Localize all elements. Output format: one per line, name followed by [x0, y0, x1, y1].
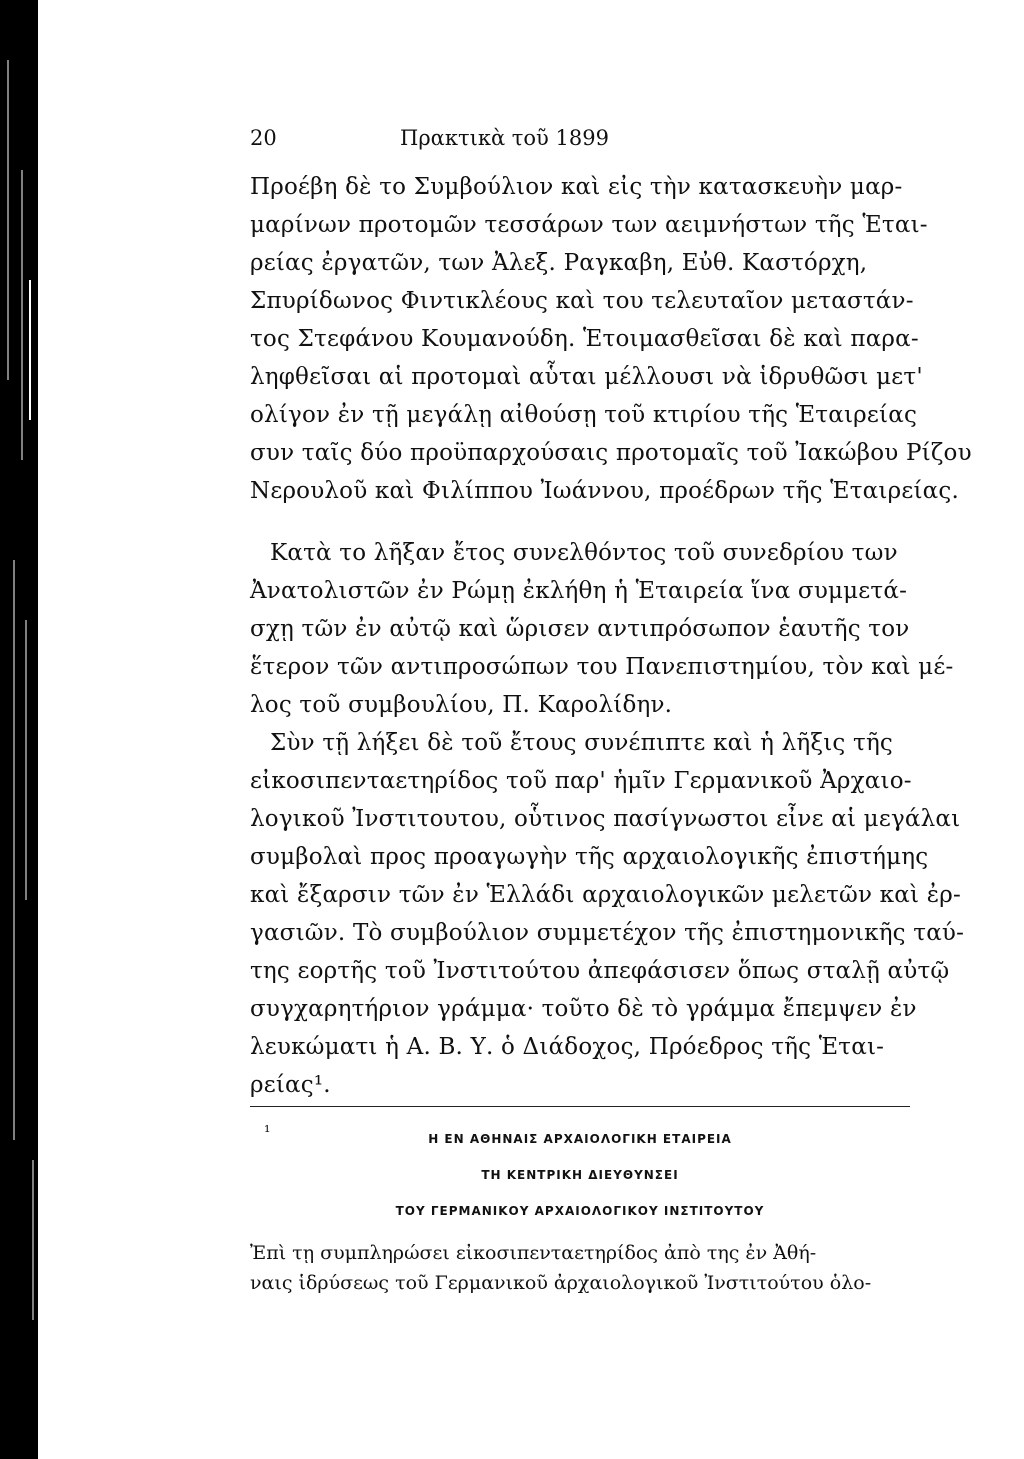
body-line: καὶ ἔξαρσιν τῶν ἐν Ἑλλάδι αρχαιολογικῶν μελετῶν καὶ ἐρ-: [250, 882, 961, 908]
body-line: της εορτῆς τοῦ Ἰνστιτούτου ἀπεφάσισεν ὅπως σταλῇ αὐτῷ: [250, 958, 950, 984]
body-line: ἕτερον τῶν αντιπροσώπων του Πανεπιστημίου, τὸν καὶ μέ-: [250, 654, 954, 680]
body-line: εἰκοσιπενταετηρίδος τοῦ παρ' ἡμῖν Γερμανικοῦ Ἀρχαιο-: [250, 768, 912, 794]
footnote-text-line: Ἐπὶ τῃ συμπληρώσει εἰκοσιπενταετηρίδος ἀπὸ της ἐν Ἀθή-: [250, 1242, 817, 1264]
body-line: ρείας¹.: [250, 1072, 331, 1098]
paragraph-start-line: Κατὰ το λῆξαν ἔτος συνελθόντος τοῦ συνεδρίου των: [270, 540, 898, 566]
body-line: ολίγον ἐν τῇ μεγάλῃ αἰθούσῃ τοῦ κτιρίου τῆς Ἑταιρείας: [250, 402, 918, 428]
body-line: Ἀνατολιστῶν ἐν Ρώμῃ ἐκλήθη ἡ Ἑταιρεία ἵνα συμμετά-: [250, 578, 908, 604]
body-line: Σπυρίδωνος Φιντικλέους καὶ του τελευταῖον μεταστάν-: [250, 288, 914, 314]
body-line: γασιῶν. Τὸ συμβούλιον συμμετέχον τῆς ἐπιστημονικῆς ταύ-: [250, 920, 965, 946]
footnote-heading-line: ΤΟΥ ΓΕΡΜΑΝΙΚΟΥ ΑΡΧΑΙΟΛΟΓΙΚΟΥ ΙΝΣΤΙΤΟΥΤΟΥ: [395, 1204, 765, 1218]
body-line: λογικοῦ Ἰνστιτουτου, οὗτινος πασίγνωστοι εἶνε αἱ μεγάλαι: [250, 806, 961, 832]
document-page: [38, 0, 1024, 1459]
body-line: ρείας ἐργατῶν, των Ἀλεξ. Ραγκαβη, Εὐθ. Καστόρχη,: [250, 250, 868, 276]
running-head: Πρακτικὰ τοῦ 1899: [400, 126, 609, 150]
body-line: ληφθεῖσαι αἱ προτομαὶ αὗται μέλλουσι νὰ ἱδρυθῶσι μετ': [250, 364, 923, 390]
footnote-heading-line: ΤΗ ΚΕΝΤΡΙΚΗ ΔΙΕΥΘΥΝΣΕΙ: [481, 1168, 679, 1182]
body-line: συν ταῖς δύο προϋπαρχούσαις προτομαῖς τοῦ Ἰακώβου Ρίζου: [250, 440, 972, 466]
body-line: συγχαρητήριον γράμμα· τοῦτο δὲ τὸ γράμμα ἔπεμψεν ἐν: [250, 996, 917, 1022]
page-number: 20: [250, 126, 277, 150]
footnote-divider: [250, 1106, 910, 1107]
body-line: τος Στεφάνου Κουμανούδη. Ἑτοιμασθεῖσαι δὲ καὶ παρα-: [250, 326, 919, 352]
body-line: λος τοῦ συμβουλίου, Π. Καρολίδην.: [250, 692, 673, 718]
footnote-text-line: ναις ἱδρύσεως τοῦ Γερμανικοῦ ἀρχαιολογικοῦ Ἰνστιτούτου ὁλο-: [250, 1272, 872, 1294]
body-line: μαρίνων προτομῶν τεσσάρων των αειμνήστων τῆς Ἑται-: [250, 212, 928, 238]
body-line: Νερουλοῦ καὶ Φιλίππου Ἰωάννου, προέδρων τῆς Ἑταιρείας.: [250, 478, 959, 504]
footnote-heading-line: Η ΕΝ ΑΘΗΝΑΙΣ ΑΡΧΑΙΟΛΟΓΙΚΗ ΕΤΑΙΡΕΙΑ: [428, 1132, 732, 1146]
body-line: σχῃ τῶν ἐν αὐτῷ καὶ ὥρισεν αντιπρόσωπον ἑαυτῆς τον: [250, 616, 910, 642]
paragraph-start-line: Σὺν τῇ λήξει δὲ τοῦ ἔτους συνέπιπτε καὶ ἡ λῆξις τῆς: [270, 730, 894, 756]
page-header: [250, 126, 910, 156]
body-line: συμβολαὶ προς προαγωγὴν τῆς αρχαιολογικῆς ἐπιστήμης: [250, 844, 929, 870]
body-line: λευκώματι ἡ Α. Β. Υ. ὁ Διάδοχος, Πρόεδρος τῆς Ἑται-: [250, 1034, 885, 1060]
footnote-marker: ¹: [264, 1122, 271, 1141]
body-line: Προέβη δὲ το Συμβούλιον καὶ εἰς τὴν κατασκευὴν μαρ-: [250, 174, 903, 200]
